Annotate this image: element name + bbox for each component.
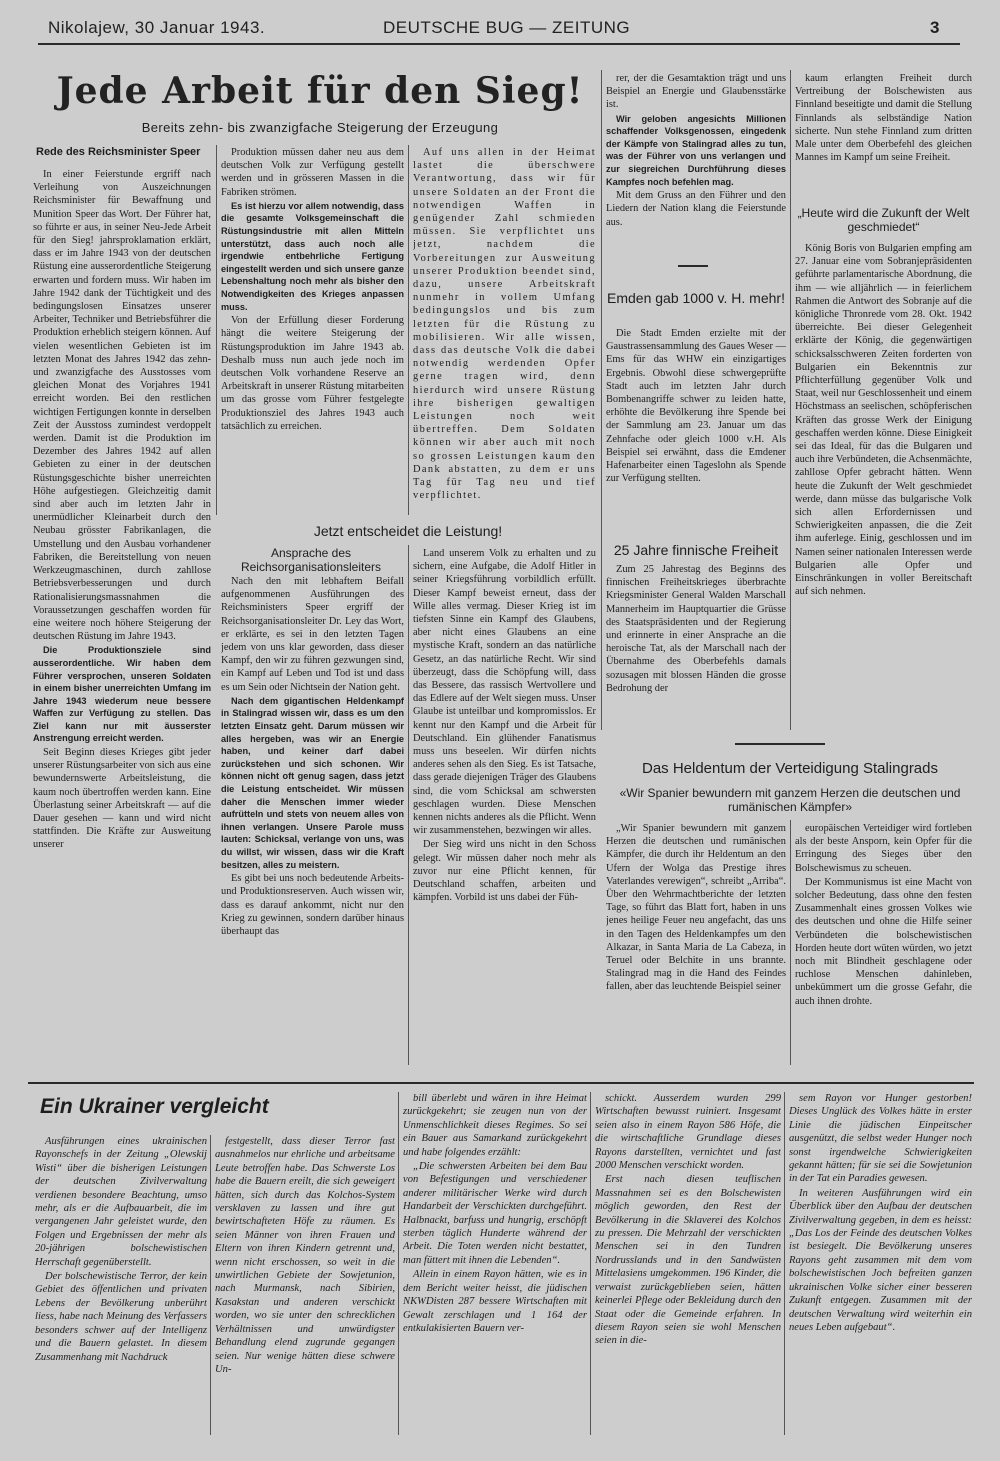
ukrainer-col4-par1: schickt. Ausserdem wurden 299 Wirtschaften bewusst ruiniert. Insgesamt seien also in einem Rayon 586 Höfe, die die wirtschaftliche Grundlage dieses Rayons darstellten, vernichtet und fast 2000 Menschen verschickt worden.: [595, 1093, 781, 1172]
leistung-col1-par1: Nach den mit lebhaftem Beifall aufgenommenen Ausführungen des Reichsministers Speer ergriff der Reichsorganisationsleiter Dr. Ley das Wort, er erklärte, es sei in den letzten Tagen jedem von uns klar geworden, dass dieser Kampf, den wir zu führen gezwungen sind, ein Kampf auf Leben und Tod ist und dass es um Sein oder Nichtsein der Nation geht.: [221, 576, 404, 693]
leistung-col2-par2: Der Sieg wird uns nicht in den Schoss gelegt. Wir müssen daher noch mehr als zuvor nur eine Pflicht kennen, für Deutschland schaffen, arbeiten und kämpfen. Vorbild ist uns dabei der Füh-: [413, 839, 596, 904]
paper-name: DEUTSCHE BUG — ZEITUNG: [383, 18, 631, 37]
leistung-headline: Jetzt entscheidet die Leistung!: [313, 523, 503, 539]
ukrainer-column-5: [789, 1092, 972, 1435]
stalingrad-col2-par2: Der Kommunismus ist eine Macht von solcher Bedeutung, dass ohne den festen Zusammenhalt eines grossen Volkes wie des deutschen und ohne die Hilfe seiner Verbündeten die bolschewistischen Horden heute dort wüten würden, wo jetzt noch mit Blindheit geschlagene oder ruchlose Menschen dahinleben, unbekümmert um die grosse Gefahr, die auch ihnen drohte.: [795, 876, 972, 1007]
right-column-top: [795, 72, 972, 192]
ukrainer-column-2: [215, 1135, 395, 1435]
bulgaria-article: [795, 242, 972, 732]
short-rule: [678, 265, 708, 267]
short-rule: [735, 743, 825, 745]
masthead-rule: [38, 43, 960, 45]
stalingrad-headline: Das Heldentum der Verteidigung Stalingrads: [641, 760, 938, 777]
lead-column-4: [606, 72, 786, 252]
lead-col4-par1: rer, der die Gesamtaktion trägt und uns Beispiel an Energie und Glaubensstärke ist.: [606, 73, 786, 111]
finnland-headline: 25 Jahre finnische Freiheit: [613, 542, 779, 558]
leistung-col1-par2: Nach dem gigantischen Heldenkampf in Stalingrad wissen wir, dass es um den letzten Einsatz geht. Darum müssen wir alles hergeben, was wir an Energie haben, und keiner darf dabei zurückstehen und sich schonen. Wir können nicht oft genug sagen, dass jetzt die Leistung entscheidet. Wir müssen daher die Menschen immer wieder aufrütteln und stets von neuem alles von ihnen verlangen. Unsere Parole muss lauten: Schicksal, verlange von uns, was du willst, wir wissen, dass wir die Kraft besitzen, alles zu meistern.: [221, 695, 404, 870]
lead-speaker: Rede des Reichsminister Speer: [36, 146, 201, 158]
lead-headline: Jede Arbeit für den Sieg!: [56, 70, 584, 112]
finnland-article: [606, 563, 786, 731]
lead-col3-par1: Auf uns allen in der Heimat lastet die überschwere Verantwortung, dass wir für unsere Soldaten an der Front die notwendigen Waffen in genügender Zahl schmieden müssen. Sie verpflichtet uns jetzt, nachdem die Vorbereitungen zur Ausweitung unserer Produktion beendet sind, dazu, unsere Arbeitskraft nunmehr in vollem Umfang bedingungslos und bis zum letzten für die Rüstung zu mobilisieren. Wir alle wissen, dass das deutsche Volk die dabei notwendig werdenden Opfer gerne tragen wird, denn hierdurch wird unsere Rüstung ihre bisherigen gewaltigen Leistungen noch weit übertreffen. Dem Soldaten können wir aber auch mit noch so grossen Leistungen kaum den Dank abstatten, zu dem er uns Tag für Tag neu und tief verpflichtet.: [413, 147, 596, 502]
column-divider: [408, 145, 409, 515]
column-divider: [590, 1092, 591, 1435]
ukrainer-col1-par2: Der bolschewistische Terror, der kein Gebiet des öffentlichen und privaten Lebens der Bevölkerung unberührt liess, habe nach Meinung des Verfassers besonders schwer auf der Intelligenz und die Bauern gelastet. In diesem Zusammenhang mit Nachdruck: [35, 1271, 207, 1363]
ukrainer-column-4: [595, 1092, 781, 1435]
ukrainer-col5-par1: sem Rayon vor Hunger gestorben! Dieses Unglück des Volkes hätte in erster Linie die jüdischen Einpeitscher ausgenützt, die selbst weder Hunger noch sonst irgendwelche Schwierigkeiten gekannt hätten; für sie sei die Sowjetunion in der Tat ein Paradies gewesen.: [789, 1093, 972, 1185]
lead-subheadline: Bereits zehn- bis zwanzigfache Steigerung der Erzeugung: [141, 120, 499, 135]
lead-col2-par3: Von der Erfüllung dieser Forderung hängt die weitere Steigerung der Rüstungsproduktion im Jahre 1943 ab. Deshalb muss nun auch jede noch im deutschen Volk vorhandene Reserve an Arbeitskraft in unserer Rüstung mitarbeiten um das grosse vom Führer festgelegte Produktionsziel des Jahres 1943 auch tatsächlich zu erreichen.: [221, 315, 404, 432]
lead-col1-par2: Die Produktionsziele sind ausserordentliche. Wir haben dem Führer versprochen, unseren Soldaten in einem bisher unerreichten Umfang im Jahre 1943 wiederum neue bessere Waffen zur Verfügung zu stellen. Das Ziel kann nur mit äusserster Anstrengung erreicht werden.: [33, 645, 211, 744]
section-rule: [28, 1082, 974, 1084]
lead-column-3: [413, 146, 596, 511]
column-divider: [210, 1135, 211, 1435]
stalingrad-col2-par1: europäischen Verteidiger wird fortleben als der beste Ansporn, kein Opfer für die Erringung des Sieges über den Bolschewismus zu scheuen.: [795, 823, 972, 874]
column-divider: [790, 70, 791, 730]
ukrainer-column-3: [403, 1092, 587, 1435]
lead-col4-par3: Mit dem Gruss an den Führer und den Liedern der Nation klang die Feierstunde aus.: [606, 190, 786, 228]
page-number: 3: [930, 18, 940, 37]
ukrainer-col1-par1: Ausführungen eines ukrainischen Rayonschefs in der Zeitung „Olewskij Wisti“ über die bisherigen Leistungen der deutschen Zivilverwaltung verdienen besondere Beachtung, umso mehr, als er die Aufbauarbeit, die im vergangenen Jahr geleistet wurde, den Folgen und Ergebnissen der mehr als 20-jährigen bolschewistischen Herrschaft gegenüberstellt.: [35, 1136, 207, 1268]
lead-col2-par2: Es ist hierzu vor allem notwendig, dass die gesamte Volksgemeinschaft die Rüstungsindustrie mit allen Mitteln unterstützt, dass auch noch alle irgendwie entbehrliche Fertigung eingestellt werden und sich unsere ganze Lebenshaltung noch mehr als bisher den Notwendigkeiten des Krieges anpassen muss.: [221, 200, 404, 312]
lead-column-1: [33, 168, 211, 1064]
leistung-subheadline: Ansprache des Reichsorganisationsleiters: [240, 546, 382, 574]
stalingrad-subheadline: «Wir Spanier bewundern mit ganzem Herzen die deutschen und rumänischen Kämpfer»: [619, 786, 961, 814]
right-col-top-text: kaum erlangten Freiheit durch Vertreibung der Bolschewisten aus Finnland beseitigte und damit die Stellung Finnlands als selbständige Nation sicherte. Nun stehe Finnland zum dritten Male unter dem Oberbefehl des gleichen Mannes im Kampf um seine Freiheit.: [795, 73, 972, 164]
ukrainer-col3-par3: Allein in einem Rayon hätten, wie es in dem Bericht weiter heisst, die jüdischen NKWDisten 287 bessere Wirtschaften mit Gewalt zerschlagen und 1 164 der entkulakisierten Bauern ver-: [403, 1269, 587, 1334]
lead-col1-par1: In einer Feierstunde ergriff nach Verleihung von Auszeichnungen Reichsminister für Bewaffnung und Munition Speer das Wort. Der Führer hat, so führte er aus, in seiner Neu-Jede Arbeit für den Sieg! jahrsproklamation erklärt, dass er im Jahre 1943 von der deutschen Rüstung eine ausserordentliche Steigerung erwarten und fordern muss. Wir haben im Jahre 1942 dank der Tüchtigkeit und des bedingungslosen Einsatzes unserer Arbeiter, Techniker und Betriebsführer die Produktion erheblich steigern können. Auf vielen wesentlichen Gebieten ist im letzten Monat des Jahres 1942 das zehn- und zwanzigfache des Ausstosses vom gleichen Monat des Vorjahres 1941 erreicht worden. Bei den restlichen wichtigen Fertigungen konnte in derselben Zeit der Ausstoss zumindest verdoppelt werden. Damit ist die Produktion im Dezember des Jahres 1942 auf allen Gebieten zu einer in der deutschen Rüstungsgeschichte bisher unerreichten Höhe aufgestiegen. Gleichzeitig damit sind aber auch im letzten Jahr in unermüdlicher Kleinarbeit durch den Neubau grösster Fabrikanlagen, die Umstellung und den Ausbau vorhandener Fabriken, die Bereitstellung von neuen Werkzeugmaschinen, durch zahllose Betriebsverbesserungen und durch Rationalisierungsmassnahmen die Voraussetzungen geschaffen worden für eine weitere noch höhere Steigerung der deutschen Rüstung im Jahre 1943.: [33, 169, 211, 643]
leistung-col1-par3: Es gibt bei uns noch bedeutende Arbeits- und Produktionsreserven. Auch wissen wir, dass es darauf ankommt, nicht nur den Krieg zu gewinnen, sondern darüber hinaus überhaupt das: [221, 873, 404, 937]
ukrainer-column-1: [35, 1135, 207, 1435]
ukrainer-col4-par2: Erst nach diesen teuflischen Massnahmen sei es den Bolschewisten möglich geworden, den Rest der Bevölkerung in die Sklaverei des Kolchos zu pressen. Die Mehrzahl der verschickten Menschen sei in den Tundren Nordrusslands und in den Sandwüsten Mittelasiens umgekommen. 196 Kinder, die verwaist zurückgeblieben seien, hätten keinerlei Pflege oder Bekleidung durch den Staat oder die Gemeinde erfahren. In diesem Rayon seien sie wohl Menschen seien in die-: [595, 1174, 781, 1347]
bulgaria-text: König Boris von Bulgarien empfing am 27. Januar eine vom Sobranjepräsidenten geführte parlamentarische Abordnung, die ihm — wie alljährlich — in feierlichem Rahmen die Antwort des Sobranje auf die königliche Thronrede vom 28. Okt. 1942 überreichte. Bei dieser Gelegenheit erklärte der König, die gegenwärtigen schicksalsschweren Zeiten forderten von Bulgarien ein Bekenntnis zur Pflichterfüllung gegenüber Volk und Staat, weil nur Geschlossenheit und einem Höchstmass an seelischen, schöpferischen Kräften das grosse Werk der Einigung geschaffen werden könne. Diese Einigkeit sei das Ideal, für das die Bulgaren und auch ihre Verbündeten, die Achsenmächte, zahllose Opfer gebracht hätten. Wenn heute die Zukunft der Welt geschmiedet werde, dann müsse das bulgarische Volk sich allen Erfordernissen und Schwierigkeiten anpassen, die die Zeit ihm auferlege. Einig, geschlossen und im Namen seiner nationalen Interessen werde Bulgarien alle Opfer und Einschränkungen in voller Bereitschaft auf sich nehmen.: [795, 243, 972, 598]
ukrainer-headline: Ein Ukrainer vergleicht: [40, 1095, 269, 1118]
ukrainer-col2-par1: festgestellt, dass dieser Terror fast ausnahmelos nur ehrliche und arbeitsame Leute betroffen habe. Das Schwerste Los habe die Bauern ereilt, die sich geweigert hätten, sich durch das Kolchos-System versklaven zu lassen und ihre gut bewirtschafteten Höfe zu räumen. Es seien Männer von ihren Frauen und Eltern von ihren Kindern getrennt und, wenn nicht erschossen, so weit in die unwirtlichen Gebiete der Sowjetunion, nach Murmansk, nach Sibirien, Kasakstan und anderen verschickt worden, wo sie unter den schrecklichen Verhältnissen und unwürdigster Behandlung elend zugrunde gegangen seien. Nur wenige hätten diese schwere Un-: [215, 1136, 395, 1375]
ukrainer-col3-par2: „Die schwersten Arbeiten bei dem Bau von Befestigungen und verschiedener anderer militärischer Werke wird durch Handarbeit der Verschickten durchgeführt. Halbnackt, barfuss und hungrig, erschöpft sterben täglich Hunderte während der Arbeit. Die Toten werden nicht bestattet, man füttert mit ihnen die Lebenden“.: [403, 1161, 587, 1266]
emden-text: Die Stadt Emden erzielte mit der Gaustrassensammlung des Gaues Weser — Ems für das WHW ein einzigartiges Ergebnis. Obwohl diese schwergeprüfte Stadt auch im letzten Jahr durch Bombenangriffe schwer zu leiden hatte, erhöhte die Bevölkerung ihre Spende bei der Sammlung am 23. Januar um das Zehnfache oder gleich 1000 v.H. Als Beispiel sei erwähnt, dass die Emdener Hafenarbeiter einen Tageslohn als Spende zur Verfügung stellten.: [606, 328, 786, 485]
dateline: Nikolajew, 30 Januar 1943.: [48, 18, 266, 37]
lead-col2-par1: Produktion müssen daher neu aus dem deutschen Volk zur Verfügung gestellt werden und in grösseren Massen in die Fabriken strömen.: [221, 147, 404, 198]
stalingrad-col1-text: „Wir Spanier bewundern mit ganzem Herzen die deutschen und rumänischen Kämpfer, die durch ihr Heldentum an den Ufern der Wolga das Prestige ihres Vaterlandes verewigen“, schreibt „Arriba“. Über den Wehrmachtberichte der letzten Tage, so führt das Blatt fort, haben in uns jenes heilige Feuer neu angefacht, das uns in den Tagen des Heldenkampfes um den Alkazar, in Santa Maria de La Cabeza, in Teruel oder Belchite in uns brannte. Stalingrad mag in die Hand des Feindes fallen, aber das leuchtende Beispiel seiner: [606, 823, 786, 993]
leistung-column-2: [413, 547, 596, 1063]
stalingrad-column-2: [795, 822, 972, 1064]
column-divider: [790, 820, 791, 1065]
stalingrad-column-1: [606, 822, 786, 1064]
column-divider: [784, 1092, 785, 1435]
leistung-column-1: [221, 575, 404, 1063]
ukrainer-col5-par2: In weiteren Ausführungen wird ein Überblick über den Aufbau der deutschen Zivilverwaltung gegeben, in dem es heisst: „Das Los der Feinde des deutschen Volkes ist besiegelt. Die Bevölkerung unseres Rayons geht zusammen mit dem vom bolschewistischen Joch befreiten ganzen ukrainischen Volke sicher einer besseren Zukunft entgegen. Zusammen mit der deutschen Verwaltung wird weiterhin ein neues Leben aufgebaut“.: [789, 1187, 972, 1333]
bulgaria-headline: „Heute wird die Zukunft der Welt geschmiedet“: [797, 206, 970, 234]
leistung-col2-par1: Land unserem Volk zu erhalten und zu sichern, eine Aufgabe, die Adolf Hitler in seiner Kriegsführung vorbildlich erfüllt. Dieser Kampf beweist erneut, dass der Wille alles vermag. Dieser Krieg ist im tiefsten Sinne ein Kampf des Glaubens, aber nicht eines Glaubens an eine mystische Kraft, sondern an das natürliche Gesetz, an das natürliche Recht. Wir sind überzeugt, dass die Schöpfung will, dass das Bessere, das rassisch Wertvollere und das Edlere auf der Welt siegen muss. Unser Glaube ist unteilbar und kompromisslos. Er kennt nur den Kampf und die Arbeit für Deutschland. Ein glühender Fanatismus muss uns beseelen. Wir dürfen nichts anderes sehen als den Sieg. Es ist Tatsache, dass gerade diejenigen Träger des Glaubens sind, die vom Schicksal am schwersten geschlagen wurden. Diese Menschen kennen nichts anderes als die Pflicht. Wenn wir zusammenstehen, bezwingen wir alles.: [413, 548, 596, 837]
emden-headline: Emden gab 1000 v. H. mehr!: [607, 290, 785, 306]
ukrainer-col3-par1: bill überlebt und wären in ihre Heimat zurückgekehrt; sie zeugen nun von der Unmenschlichkeit dieses Regimes. So sei ein Bauer aus Samarkand zurückgekehrt und habe folgendes erzählt:: [403, 1093, 587, 1158]
emden-article: [606, 327, 786, 529]
lead-col4-par2: Wir geloben angesichts Millionen schaffender Volksgenossen, eingedenk der Kämpfe von Stalingrad alles zu tun, was der Führer von uns verlangen und zur siegreichen Durchführung dieses Kampfes noch befehlen mag.: [606, 113, 786, 187]
lead-column-2: [221, 146, 404, 511]
column-divider: [408, 545, 409, 1065]
column-divider: [398, 1092, 399, 1435]
lead-col1-par3: Seit Beginn dieses Krieges gibt jeder unserer Rüstungsarbeiter von sich aus eine bewundernswerte Arbeitsleistung, die kaum noch übertroffen werden kann. Eine Überlastung seiner Arbeitskraft — auf die Dauer gesehen — kann und wird nicht stattfinden. Die Kräfte zur Ausweitung unserer: [33, 747, 211, 851]
column-divider: [216, 145, 217, 515]
finnland-text: Zum 25 Jahrestag des Beginns des finnischen Freiheitskrieges überbrachte Kriegsminister General Walden Marschall Mannerheim im Hauptquartier die Grüsse des Staatspräsidenten und der Regierung und erinnerte in einer Ansprache an die heroische Tat, als der Marschall nach der Übernahme des Oberbefehls damals sozusagen mit blossen Händen die grosse Bedrohung der: [606, 564, 786, 694]
column-divider: [601, 70, 602, 730]
